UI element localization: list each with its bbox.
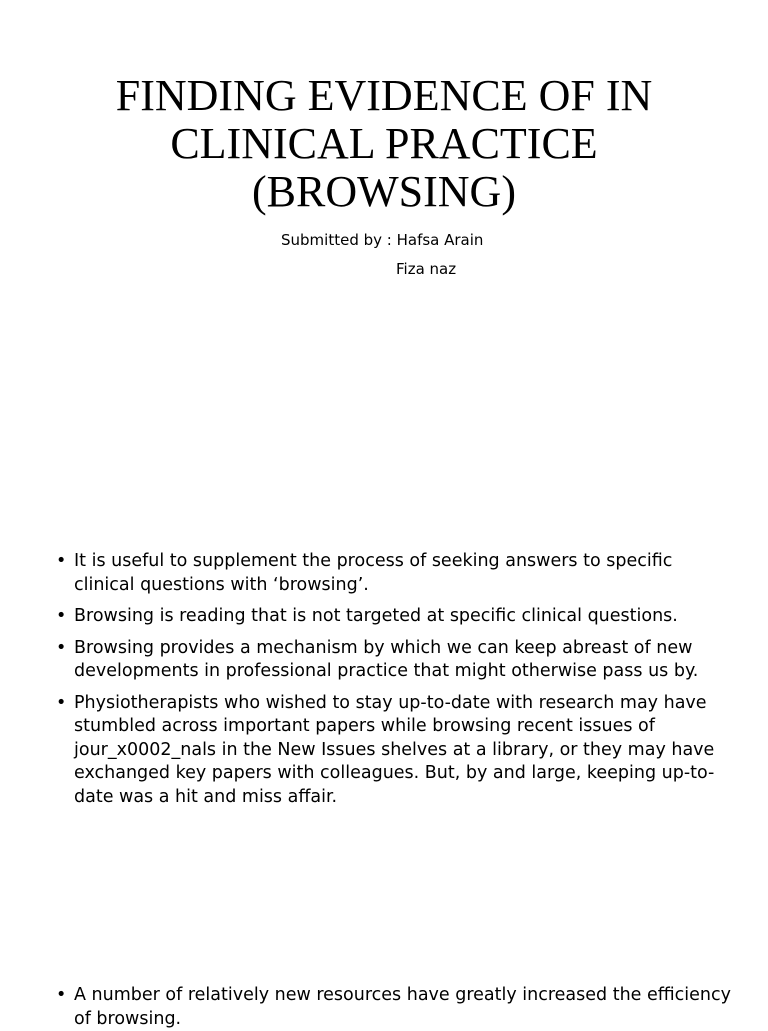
bullet-icon: • [56,637,67,658]
bullet-icon: • [56,606,67,626]
bullet-text: It is useful to supplement the process of seeking answers to specific clinical questions with ‘browsing’. [74,551,673,595]
bullet-text: Browsing provides a mechanism by which we can keep abreast of new developments in professional practice that might otherwise pass us by. [74,637,699,681]
bullet-icon: • [56,551,67,571]
slide-title-line-3: (BROWSING) [252,167,516,216]
bullet-item [56,550,736,597]
bullet-item [56,692,736,810]
slide-title-line-1: FINDING EVIDENCE OF IN [115,71,653,120]
bullet-text: Browsing is reading that is not targeted at specific clinical questions. [74,606,678,626]
bullet-item [56,637,736,684]
bullet-list [56,550,736,817]
bullet-text: A number of relatively new resources have greatly increased the efficiency of browsing. [74,985,731,1029]
bullet-icon: • [56,985,67,1005]
slide-title [70,72,698,216]
bullet-icon: • [56,692,67,713]
slide-title-line-2: CLINICAL PRACTICE [170,119,598,168]
bullet-item [56,605,736,629]
second-author-text: Fiza naz [396,260,457,278]
bullet-text: Physiotherapists who wished to stay up-to-date with research may have stumbled across important papers while browsing recent issues of jour_x0002_nals in the New Issues shelves at a library, or they may have exchanged key papers with colleagues. But, by and large, keeping up-to-date was a hit and miss affair. [74,692,715,807]
submitted-by-text: Submitted by : Hafsa Arain [281,231,484,249]
